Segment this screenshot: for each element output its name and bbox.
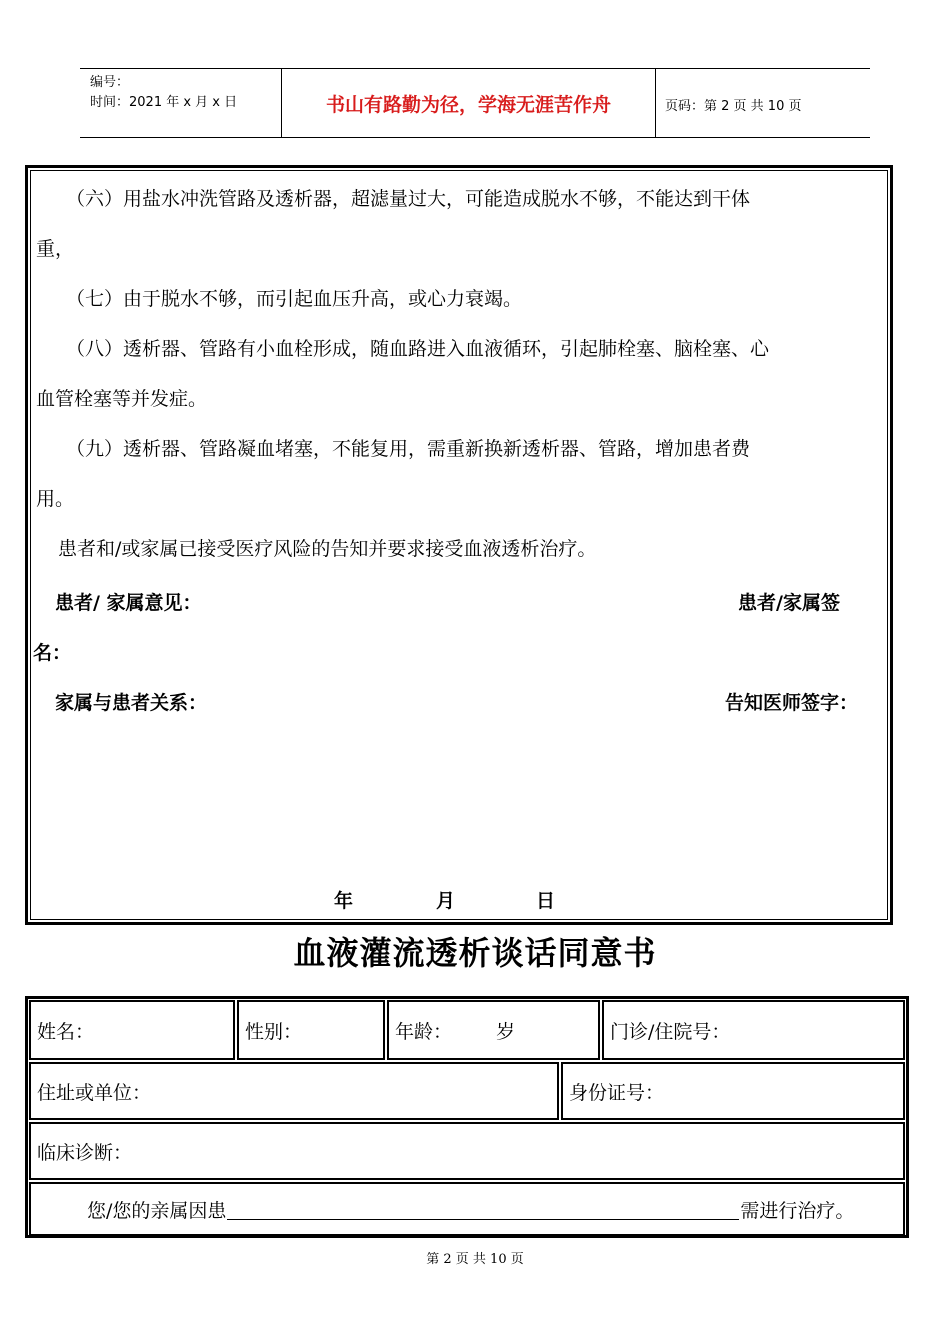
relation-label: 家属与患者关系： xyxy=(55,692,208,714)
gender-label: 性别： xyxy=(245,1020,303,1043)
diagnosis-label: 临床诊断： xyxy=(37,1141,133,1164)
header-page-number: 页码：第 2 页 共 10 页 xyxy=(665,99,802,114)
time-label: 时间：2021 年 x 月 x 日 xyxy=(90,95,238,110)
date-day-label: 日 xyxy=(536,890,556,912)
id-number-label: 身份证号： xyxy=(569,1081,665,1104)
diagnosis-field[interactable] xyxy=(29,1122,905,1180)
age-label: 年龄： xyxy=(395,1020,453,1043)
patient-opinion-label: 患者/ 家属意见： xyxy=(55,592,202,614)
header-motto: 书山有路勤为径，学海无涯苦作舟 xyxy=(325,93,611,116)
risk-notice-box xyxy=(25,165,893,925)
number-label: 编号： xyxy=(90,75,130,90)
patient-sign-label-cont: 名： xyxy=(33,642,72,664)
risk-item-6-cont: 重， xyxy=(36,238,75,260)
statement-suffix: 需进行治疗。 xyxy=(740,1199,855,1222)
consent-statement: 患者和/或家属已接受医疗风险的告知并要求接受血液透析治疗。 xyxy=(58,538,597,560)
statement-prefix: 您/您的亲属因患 xyxy=(87,1199,227,1222)
date-year-label: 年 xyxy=(334,890,354,912)
name-field[interactable] xyxy=(29,1000,235,1060)
gender-field[interactable] xyxy=(237,1000,385,1060)
header-divider xyxy=(655,69,656,137)
age-field[interactable] xyxy=(387,1000,600,1060)
address-label: 住址或单位： xyxy=(37,1081,152,1104)
patient-number-label: 门诊/住院号： xyxy=(610,1020,731,1043)
id-number-field[interactable] xyxy=(561,1062,905,1120)
risk-item-8: （八）透析器、管路有小血栓形成，随血路进入血液循环，引起肺栓塞、脑栓塞、心 xyxy=(66,338,770,360)
risk-item-8-cont: 血管栓塞等并发症。 xyxy=(36,388,208,410)
age-unit: 岁 xyxy=(496,1020,516,1043)
header-meta xyxy=(90,73,237,113)
treatment-statement xyxy=(29,1182,905,1236)
patient-number-field[interactable] xyxy=(602,1000,905,1060)
name-label: 姓名： xyxy=(37,1020,95,1043)
document-title: 血液灌流透析谈话同意书 xyxy=(293,934,657,972)
patient-info-form xyxy=(25,996,909,1238)
page-header xyxy=(80,68,870,138)
date-month-label: 月 xyxy=(436,890,456,912)
risk-item-9-cont: 用。 xyxy=(36,488,75,510)
risk-item-6: （六）用盐水冲洗管路及透析器，超滤量过大，可能造成脱水不够，不能达到干体 xyxy=(66,188,751,210)
doctor-sign-label: 告知医师签字： xyxy=(725,692,859,714)
disease-blank[interactable] xyxy=(227,1199,739,1220)
patient-sign-label: 患者/家属签 xyxy=(738,592,840,614)
page-footer: 第 2 页 共 10 页 xyxy=(426,1252,524,1267)
address-field[interactable] xyxy=(29,1062,559,1120)
risk-item-9: （九）透析器、管路凝血堵塞，不能复用，需重新换新透析器、管路，增加患者费 xyxy=(66,438,751,460)
risk-item-7: （七）由于脱水不够，而引起血压升高，或心力衰竭。 xyxy=(66,288,523,310)
